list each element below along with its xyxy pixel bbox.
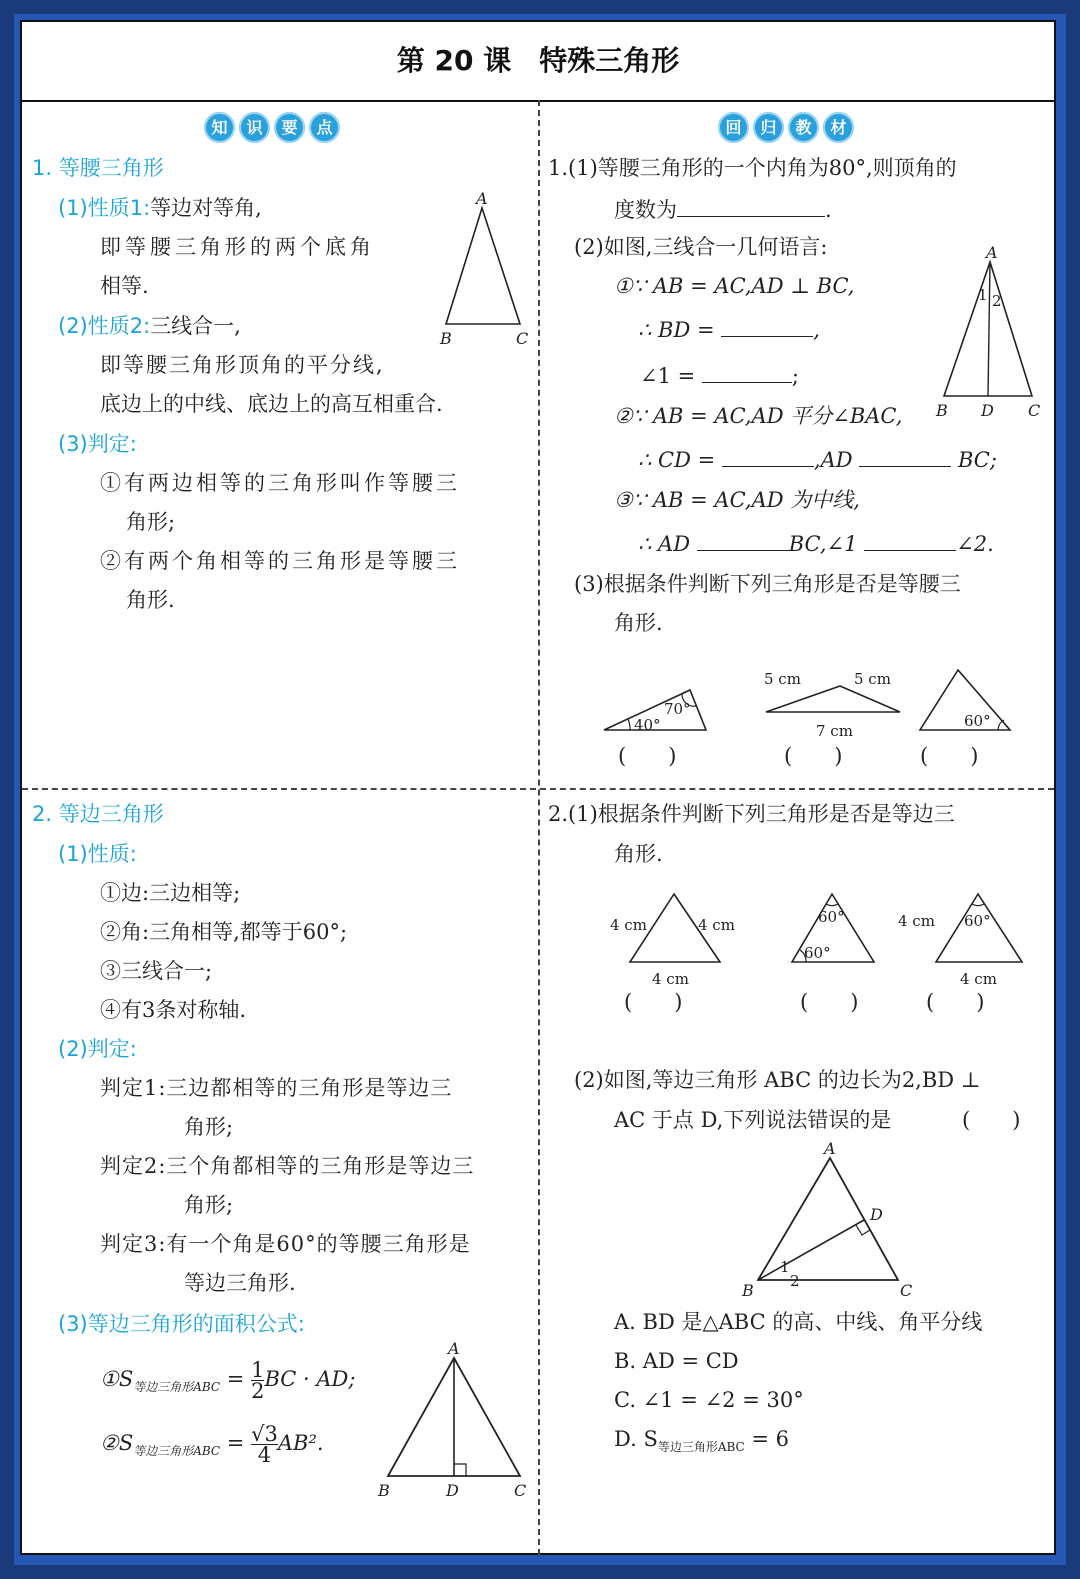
answer-blank[interactable] bbox=[722, 444, 814, 467]
header-badge: 识 bbox=[239, 112, 270, 143]
text: BC; bbox=[957, 448, 997, 472]
answer-blank[interactable] bbox=[859, 444, 951, 467]
sec2-judgement2-line2: 角形; bbox=[184, 1193, 234, 1217]
q2-part1-line1: 2.(1)根据条件判断下列三角形是否是等边三 bbox=[548, 802, 955, 826]
q2-part1-line2: 角形. bbox=[614, 842, 663, 866]
q1-part2: (2)如图,三线合一几何语言: bbox=[574, 235, 828, 259]
page-title: 第 20 课 特殊三角形 bbox=[22, 22, 1054, 102]
vertex-label-c: C bbox=[900, 1281, 913, 1300]
angle-label-1: 1 bbox=[978, 286, 988, 304]
header-badge: 材 bbox=[823, 112, 854, 143]
angle-label-40: 40° bbox=[634, 716, 661, 734]
answer-paren[interactable]: ( ) bbox=[962, 1108, 1021, 1132]
option-c[interactable]: C. ∠1 = ∠2 = 30° bbox=[614, 1388, 804, 1412]
q1-part1-line2 bbox=[614, 194, 832, 224]
sec2-area-label: (3)等边三角形的面积公式: bbox=[58, 1312, 305, 1336]
vertex-label-a: A bbox=[824, 1139, 836, 1158]
text: ∴ CD = bbox=[638, 448, 716, 472]
sec2-property-item4: ④有3条对称轴. bbox=[100, 998, 247, 1022]
angle-label-60: 60° bbox=[964, 912, 991, 930]
isosceles-triangle bbox=[446, 208, 520, 324]
angle-label-2: 2 bbox=[790, 1272, 800, 1290]
text: = bbox=[226, 1431, 245, 1455]
text: ∴ AD bbox=[638, 532, 691, 556]
side-label: 4 cm bbox=[960, 970, 997, 988]
q1-cond2: ②∵ AB = AC,AD 平分∠BAC, bbox=[614, 404, 903, 428]
sec2-property-item3: ③三线合一; bbox=[100, 959, 213, 983]
vertical-divider bbox=[538, 100, 540, 1555]
label: (1)性质1: bbox=[58, 196, 151, 220]
side-label: 4 cm bbox=[698, 916, 735, 934]
vertex-label-b: B bbox=[936, 401, 948, 420]
answer-blank[interactable] bbox=[702, 360, 792, 383]
denominator: 4 bbox=[257, 1443, 272, 1467]
text: . bbox=[825, 198, 832, 222]
vertex-label-c: C bbox=[514, 1481, 527, 1500]
answer-blank[interactable] bbox=[697, 528, 789, 551]
sec2-judgement3-line2: 等边三角形. bbox=[184, 1271, 296, 1295]
q1-triangle-3 bbox=[914, 662, 1014, 742]
text: ∠1 = bbox=[640, 364, 696, 388]
sec1-judgement-label: (3)判定: bbox=[58, 432, 137, 456]
header-badge: 要 bbox=[274, 112, 305, 143]
q1-cond3a bbox=[638, 528, 994, 558]
vertex-label-d: D bbox=[981, 401, 994, 420]
subscript: 等边三角形ABC bbox=[657, 1440, 745, 1455]
side-label: 7 cm bbox=[816, 722, 853, 740]
text: BC · AD; bbox=[264, 1367, 356, 1391]
denominator: 2 bbox=[251, 1379, 265, 1403]
answer-blank[interactable] bbox=[721, 314, 813, 337]
right-section-header bbox=[718, 112, 854, 143]
outer-frame bbox=[14, 14, 1066, 1565]
segment-bd bbox=[758, 1220, 864, 1280]
q1-cond3: ③∵ AB = AC,AD 为中线, bbox=[614, 488, 860, 512]
sec1-property1-line3: 相等. bbox=[100, 274, 149, 298]
text: 三线合一, bbox=[150, 314, 241, 338]
answer-paren[interactable]: ( ) bbox=[800, 990, 859, 1014]
answer-paren[interactable]: ( ) bbox=[920, 744, 979, 768]
left-section-header bbox=[204, 112, 340, 143]
vertex-label-a: A bbox=[986, 243, 998, 262]
angle-arc bbox=[628, 719, 630, 730]
answer-paren[interactable]: ( ) bbox=[784, 744, 843, 768]
answer-paren[interactable]: ( ) bbox=[926, 990, 985, 1014]
sec1-judgement2-line2: 角形. bbox=[126, 588, 175, 612]
header-badge: 知 bbox=[204, 112, 235, 143]
q1-cond1: ①∵ AB = AC,AD ⊥ BC, bbox=[614, 274, 855, 298]
sec2-judgement3-line1: 判定3:有一个角是60°的等腰三角形是 bbox=[100, 1232, 471, 1256]
sec1-property2 bbox=[58, 312, 241, 340]
numerator: √3 bbox=[251, 1422, 278, 1446]
vertex-label-b: B bbox=[440, 329, 452, 348]
side-label: 5 cm bbox=[764, 670, 801, 688]
vertex-label-a: A bbox=[476, 189, 488, 208]
q2-triangle-1 bbox=[608, 882, 748, 988]
text: = 6 bbox=[744, 1427, 790, 1451]
text: , bbox=[813, 318, 820, 342]
text: ; bbox=[791, 364, 799, 388]
q2-part2-line2: AC 于点 D,下列说法错误的是 bbox=[614, 1108, 892, 1132]
isosceles-figure bbox=[432, 189, 532, 352]
q1-cond1b bbox=[640, 360, 799, 390]
text: D. S bbox=[614, 1427, 658, 1451]
sec1-property1 bbox=[58, 194, 262, 222]
angle-label-60: 60° bbox=[964, 712, 991, 730]
sec2-property-item1: ①边:三边相等; bbox=[100, 881, 241, 905]
side-label: 4 cm bbox=[610, 916, 647, 934]
text: BC,∠1 bbox=[788, 532, 858, 556]
option-b[interactable]: B. AD = CD bbox=[614, 1349, 739, 1373]
q2-part2-line1: (2)如图,等边三角形 ABC 的边长为2,BD ⊥ bbox=[574, 1068, 981, 1092]
vertex-label-d: D bbox=[870, 1205, 883, 1224]
area-formula-2 bbox=[100, 1424, 324, 1466]
q1-part3-line1: (3)根据条件判断下列三角形是否是等腰三 bbox=[574, 572, 961, 596]
header-badge: 点 bbox=[309, 112, 340, 143]
sec1-property1-line2: 即等腰三角形的两个底角 bbox=[100, 235, 375, 259]
q1-cond2a bbox=[638, 444, 997, 474]
vertex-label-b: B bbox=[378, 1481, 390, 1500]
area-formula-1 bbox=[100, 1360, 355, 1402]
sec1-judgement1-line1: ①有两边相等的三角形叫作等腰三 bbox=[100, 471, 460, 495]
angle-label-60: 60° bbox=[818, 908, 845, 926]
subscript: 等边三角形ABC bbox=[133, 1380, 221, 1395]
subscript: 等边三角形ABC bbox=[133, 1444, 221, 1459]
q1-cond1a bbox=[638, 314, 820, 344]
label: (2)性质2: bbox=[58, 314, 151, 338]
angle-label-1: 1 bbox=[780, 1258, 790, 1276]
vertex-label-d: D bbox=[446, 1481, 459, 1500]
sec2-judgement2-line1: 判定2:三个角都相等的三角形是等边三 bbox=[100, 1154, 475, 1178]
q2-triangle-2 bbox=[782, 882, 902, 982]
q1-triangle-2 bbox=[752, 662, 902, 752]
segment-ad bbox=[988, 262, 990, 396]
sec1-heading: 1. 等腰三角形 bbox=[32, 156, 164, 180]
sec1-property2-line2: 即等腰三角形顶角的平分线, bbox=[100, 353, 385, 377]
answer-paren[interactable]: ( ) bbox=[624, 990, 683, 1014]
text: ∠2. bbox=[956, 532, 994, 556]
vertex-label-b: B bbox=[742, 1281, 754, 1300]
text: = bbox=[226, 1367, 245, 1391]
answer-blank[interactable] bbox=[864, 528, 956, 551]
angle-arc bbox=[826, 904, 838, 906]
q2-figure bbox=[734, 1139, 924, 1304]
side-label: 4 cm bbox=[898, 912, 935, 930]
header-badge: 归 bbox=[753, 112, 784, 143]
numerator: 1 bbox=[251, 1358, 265, 1382]
header-badge: 教 bbox=[788, 112, 819, 143]
angle-label-70: 70° bbox=[664, 700, 691, 718]
text: ①S bbox=[100, 1367, 134, 1391]
q1-triangle-1 bbox=[600, 662, 720, 742]
triangle-shape bbox=[766, 686, 900, 712]
sec1-judgement2-line1: ②有两个角相等的三角形是等腰三 bbox=[100, 549, 460, 573]
text: 等边对等角, bbox=[150, 196, 262, 220]
q2-triangle-3 bbox=[898, 882, 1038, 988]
text: 度数为 bbox=[614, 198, 677, 222]
angle-label-60: 60° bbox=[804, 944, 831, 962]
sec2-property-item2: ②角:三角相等,都等于60°; bbox=[100, 920, 348, 944]
text: ∴ BD = bbox=[638, 318, 715, 342]
sec1-judgement1-line2: 角形; bbox=[126, 510, 176, 534]
fraction bbox=[251, 1360, 264, 1401]
vertex-label-c: C bbox=[1028, 401, 1041, 420]
text: ,AD bbox=[813, 448, 853, 472]
sec2-judgement-label: (2)判定: bbox=[58, 1037, 137, 1061]
angle-label-2: 2 bbox=[992, 292, 1002, 310]
sec2-judgement1-line1: 判定1:三边都相等的三角形是等边三 bbox=[100, 1076, 453, 1100]
sec1-property2-line3: 底边上的中线、底边上的高互相重合. bbox=[100, 392, 443, 416]
text: ②S bbox=[100, 1431, 134, 1455]
answer-blank[interactable] bbox=[677, 194, 825, 217]
equilateral-figure bbox=[374, 1339, 534, 1524]
side-label: 5 cm bbox=[854, 670, 891, 688]
sec2-heading: 2. 等边三角形 bbox=[32, 802, 164, 826]
text: AB². bbox=[277, 1431, 324, 1455]
horizontal-divider bbox=[22, 788, 1054, 790]
angle-arc bbox=[972, 904, 984, 906]
sec2-judgement1-line2: 角形; bbox=[184, 1115, 234, 1139]
vertex-label-a: A bbox=[448, 1339, 460, 1358]
option-d[interactable] bbox=[614, 1425, 789, 1461]
right-angle-mark bbox=[454, 1464, 466, 1476]
fraction bbox=[251, 1424, 278, 1465]
side-label: 4 cm bbox=[652, 970, 689, 988]
vertex-label-c: C bbox=[516, 329, 529, 348]
worksheet-page bbox=[20, 20, 1056, 1555]
q1-part1-line1: 1.(1)等腰三角形的一个内角为80°,则顶角的 bbox=[548, 156, 957, 180]
three-lines-figure bbox=[932, 243, 1042, 420]
sec2-property-label: (1)性质: bbox=[58, 842, 137, 866]
option-a[interactable]: A. BD 是△ABC 的高、中线、角平分线 bbox=[614, 1310, 983, 1334]
q1-part3-line2: 角形. bbox=[614, 611, 663, 635]
header-badge: 回 bbox=[718, 112, 749, 143]
answer-paren[interactable]: ( ) bbox=[618, 744, 677, 768]
